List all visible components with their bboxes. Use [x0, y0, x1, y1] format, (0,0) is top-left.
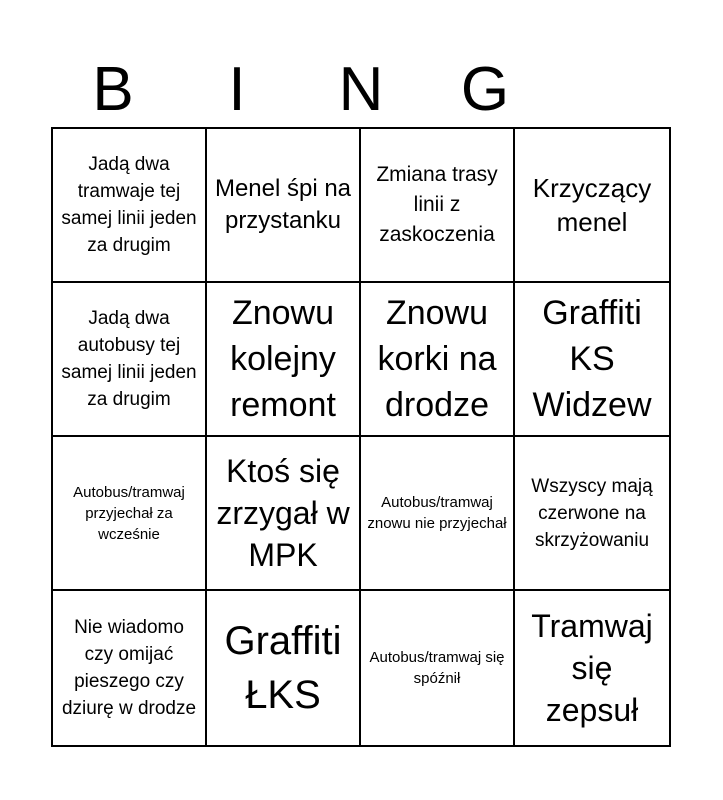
bingo-cell-r4c2[interactable]	[207, 591, 361, 745]
bingo-cell-r2c2[interactable]	[207, 283, 361, 437]
header-letter-n: N	[338, 55, 384, 124]
bingo-cell-r2c4[interactable]	[515, 283, 669, 437]
cell-text: Tramwaj się zepsuł	[531, 608, 653, 728]
cell-text: Jadą dwa tramwaje tej samej linii jeden za drugim	[61, 154, 197, 256]
cell-text: Autobus/tramwaj przyjechał za wcześnie	[73, 483, 185, 543]
bingo-cell-r1c3[interactable]	[361, 129, 515, 283]
cell-text: Znowu korki na drodze	[377, 294, 497, 424]
bingo-cell-r3c2[interactable]	[207, 437, 361, 591]
cell-text: Znowu kolejny remont	[230, 294, 336, 424]
cell-text: Autobus/tramwaj znowu nie przyjechał	[367, 494, 507, 532]
cell-text: Jadą dwa autobusy tej samej linii jeden za drugim	[61, 308, 197, 410]
cell-text: Graffiti ŁKS	[224, 619, 342, 717]
bingo-board	[51, 127, 671, 747]
bingo-cell-r4c1[interactable]	[53, 591, 207, 745]
cell-text: Graffiti KS Widzew	[532, 294, 652, 424]
bingo-cell-r3c1[interactable]	[53, 437, 207, 591]
cell-text: Zmiana trasy linii z zaskoczenia	[376, 163, 498, 246]
cell-text: Nie wiadomo czy omijać pieszego czy dziurę w drodze	[61, 617, 197, 719]
bingo-cell-r2c3[interactable]	[361, 283, 515, 437]
bingo-header	[51, 55, 671, 125]
cell-text: Autobus/tramwaj się spóźnił	[369, 649, 505, 687]
bingo-cell-r2c1[interactable]	[53, 283, 207, 437]
header-letter-b: B	[92, 55, 134, 124]
cell-text: Krzyczący menel	[532, 173, 652, 237]
header-letter-g: G	[460, 55, 510, 124]
bingo-cell-r3c4[interactable]	[515, 437, 669, 591]
bingo-cell-r1c2[interactable]	[207, 129, 361, 283]
cell-text: Menel śpi na przystanku	[214, 175, 352, 234]
bingo-cell-r1c4[interactable]	[515, 129, 669, 283]
cell-text: Ktoś się zrzygał w MPK	[216, 453, 350, 573]
bingo-cell-r4c4[interactable]	[515, 591, 669, 745]
header-letter-i: I	[228, 55, 246, 124]
bingo-cell-r3c3[interactable]	[361, 437, 515, 591]
bingo-cell-r1c1[interactable]	[53, 129, 207, 283]
cell-text: Wszyscy mają czerwone na skrzyżowaniu	[531, 475, 653, 551]
bingo-cell-r4c3[interactable]	[361, 591, 515, 745]
